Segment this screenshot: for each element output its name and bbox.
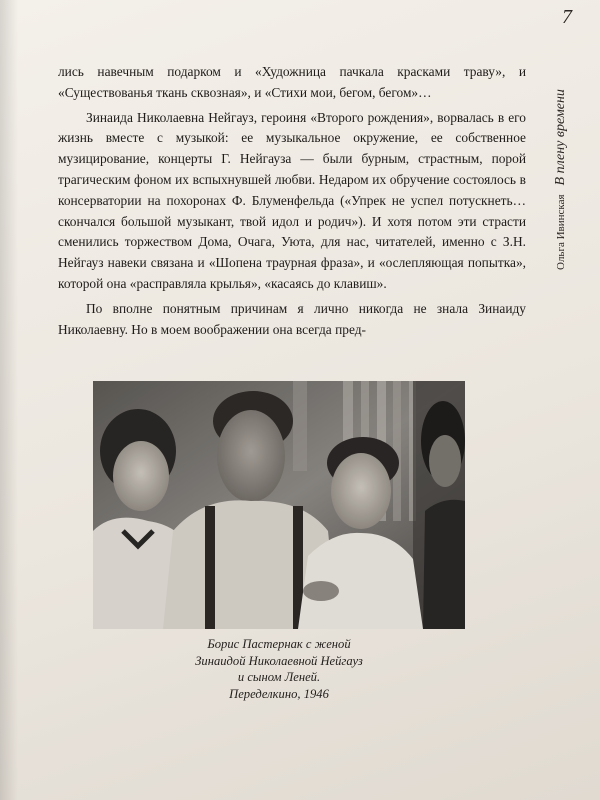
body-text (58, 62, 526, 340)
running-header-book-title: В плену времени (553, 89, 568, 186)
paragraph: По вполне понятным причинам я лично никогда не знала Зинаиду Николаевну. Но в моем воображении она всегда пред- (58, 300, 526, 337)
caption-line: Зинаидой Николаевной Нейгауз (195, 653, 363, 668)
caption-line: Переделкино, 1946 (229, 686, 329, 701)
caption-line: Борис Пастернак с женой (207, 637, 351, 651)
page-gutter-shadow (0, 0, 18, 800)
running-header-author: Ольга Ивинская (555, 194, 567, 270)
page-number: 7 (562, 6, 572, 28)
paragraph: Зинаида Николаевна Нейгауз, героиня «Второго рождения», ворвалась в его жизнь вместе с музыкой: ее музыкальное окружение, ее собственное музицирование, концерты Г. Нейгауза — были бурным, страстным, порой трагическим фоном их вспыхнувшей любви. Недаром их обручение состоялось в консерватории на похоронах Ф. Блуменфельда («Упрек не успел потускнеть… скончался большой музыкант, твой идол и родич»). И хотя потом эти страсти сменились торжеством Дома, Очага, Уюта, для нас, читателей, именно с З.Н. Нейгауз навеки связана и «Шопена траурная фраза», и «ослепляющая попытка», которой она «расправляла крылья», «касаясь до клавиш». (58, 109, 526, 291)
photo-caption (150, 636, 408, 702)
family-photograph (93, 381, 465, 629)
paragraph: лись навечным подарком и «Художница пачкала красками траву», и «Существованья ткань сквозная», и «Стихи мои, бегом, бегом»… (58, 64, 526, 100)
side-running-header (553, 70, 575, 270)
caption-line: и сыном Леней. (237, 670, 321, 684)
